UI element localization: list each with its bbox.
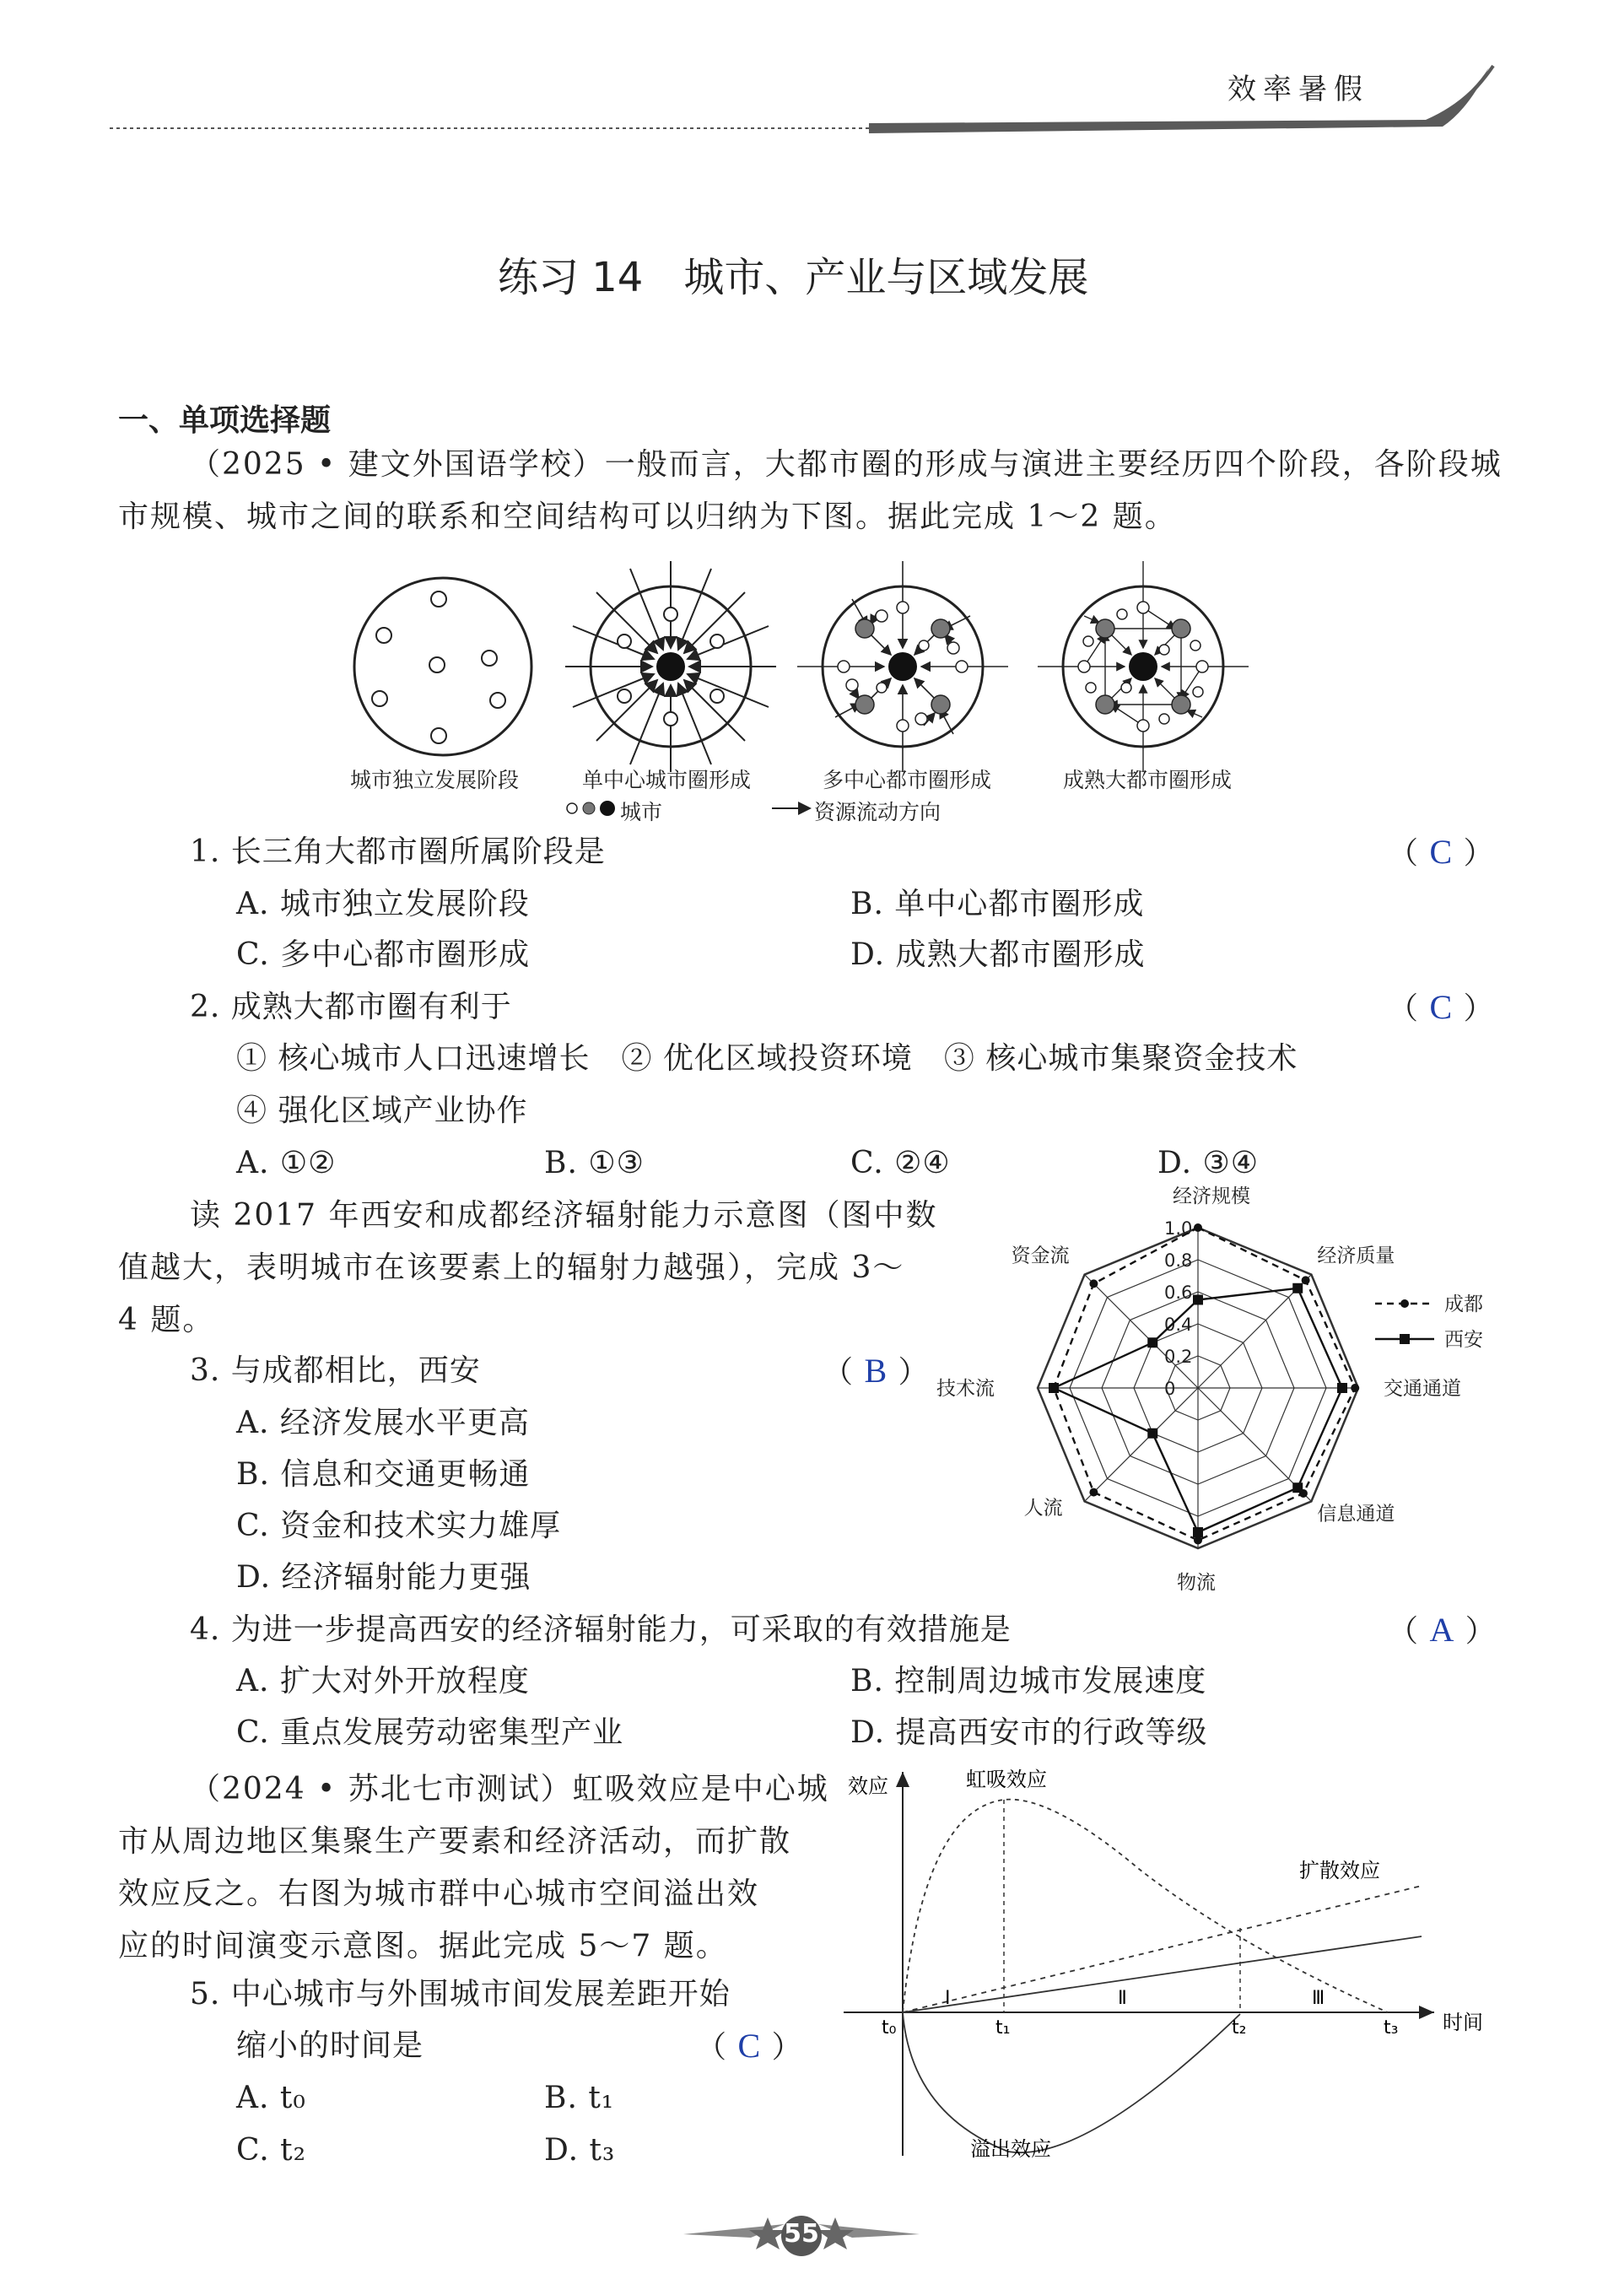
- q2-items-line2: ④ 强化区域产业协作: [236, 1094, 528, 1128]
- siphon-effect-curve: [903, 1800, 1388, 2012]
- x-axis-label: 时间: [1443, 2011, 1483, 2034]
- overflow-label: 溢出效应: [970, 2137, 1051, 2161]
- q1-option-a: A. 城市独立发展阶段: [236, 887, 530, 921]
- section-title: 一、单项选择题: [118, 403, 332, 438]
- radar-point-西安: [1147, 1337, 1157, 1347]
- q3-option-b: B. 信息和交通更畅通: [236, 1457, 531, 1492]
- radar-axis-label: 人流: [1023, 1497, 1063, 1520]
- radar-point-西安: [1193, 1295, 1203, 1305]
- q2-option-a: A. ①②: [236, 1146, 337, 1180]
- intro-paragraph-3: [118, 1763, 829, 1973]
- q3-answer-bracket: （ B ）: [823, 1352, 930, 1390]
- q4-option-b: B. 控制周边城市发展速度: [850, 1664, 1207, 1698]
- intro3-line3: 效应反之。右图为城市群中心城市空间溢出效: [118, 1876, 760, 1911]
- radar-chart: [928, 1181, 1519, 1620]
- q4-option-c: C. 重点发展劳动密集型产业: [236, 1715, 624, 1750]
- q3-answer: B: [864, 1352, 888, 1390]
- radar-legend-marker: [1400, 1334, 1410, 1344]
- page-header: [0, 0, 1624, 143]
- q5-stem-line2: 缩小的时间是: [236, 2028, 424, 2063]
- radar-point-成都: [1351, 1384, 1359, 1392]
- header-decoration: [0, 0, 1624, 143]
- intro-paragraph-1: [118, 439, 1503, 543]
- radar-axis-label: 经济规模: [1173, 1185, 1250, 1207]
- q3-option-d: D. 经济辐射能力更强: [236, 1560, 531, 1595]
- q5-answer-bracket: （ C ）: [696, 2027, 803, 2065]
- stage-3-diagram: [797, 561, 1008, 772]
- q4-option-d: D. 提高西安市的行政等级: [850, 1715, 1208, 1750]
- q2-answer-bracket: （ C ）: [1388, 988, 1495, 1026]
- q2-answer: C: [1429, 988, 1454, 1026]
- radar-legend-marker: [1400, 1299, 1409, 1308]
- radar-axis-label: 信息通道: [1317, 1503, 1395, 1526]
- tick-t3: t₃: [1384, 2017, 1399, 2038]
- radar-point-西安: [1147, 1428, 1157, 1439]
- radar-tick-label: 0.2: [1164, 1347, 1193, 1367]
- intro1-line1: （2025 • 建文外国语学校）一般而言，大都市圈的形成与演进主要经历四个阶段，各阶段城: [190, 447, 1503, 482]
- q1-answer-bracket: （ C ）: [1388, 833, 1495, 871]
- intro2-line3: 4 题。: [118, 1303, 215, 1337]
- region-2: Ⅱ: [1118, 1988, 1127, 2009]
- overflow-effect-curve: [903, 2012, 1240, 2152]
- radar-point-西安: [1337, 1383, 1347, 1393]
- radar-axis-label: 资金流: [1011, 1245, 1070, 1267]
- q3-stem: 3. 与成都相比，西安: [190, 1353, 481, 1388]
- effect-chart-svg: [831, 1759, 1497, 2164]
- radar-tick-label: 1.0: [1164, 1218, 1193, 1239]
- q1-option-c: C. 多中心都市圈形成: [236, 937, 531, 972]
- q3-option-c: C. 资金和技术实力雄厚: [236, 1509, 562, 1543]
- q1-option-d: D. 成熟大都市圈形成: [850, 937, 1146, 972]
- legend-city-label: 城市: [620, 800, 663, 824]
- spillover-effect-curve: [903, 1936, 1422, 2012]
- radar-point-西安: [1049, 1383, 1059, 1393]
- q5-stem-line1: 5. 中心城市与外围城市间发展差距开始: [190, 1977, 731, 2012]
- intro3-line4: 应的时间演变示意图。据此完成 5～7 题。: [118, 1929, 728, 1963]
- q2-stem: 2. 成熟大都市圈有利于: [190, 990, 512, 1024]
- intro-paragraph-2: [118, 1190, 938, 1347]
- q1-stem: 1. 长三角大都市圈所属阶段是: [190, 834, 606, 869]
- legend-flow-label: 资源流动方向: [814, 800, 941, 824]
- intro2-line1: 读 2017 年西安和成都经济辐射能力示意图（图中数: [190, 1198, 938, 1233]
- region-1: Ⅰ: [945, 1988, 951, 2009]
- stage-label-3: 多中心都市圈形成: [823, 768, 992, 792]
- q2-items-line1: ① 核心城市人口迅速增长 ② 优化区域投资环境 ③ 核心城市集聚资金技术: [236, 1041, 1298, 1076]
- q5-option-c: C. t₂: [236, 2133, 307, 2168]
- stage-label-4: 成熟大都市圈形成: [1063, 768, 1233, 792]
- page-footer: [658, 2200, 945, 2268]
- q2-option-c: C. ②④: [850, 1146, 951, 1180]
- radar-tick-label: 0.6: [1164, 1282, 1193, 1303]
- stage-1-diagram: [354, 578, 531, 755]
- q1-answer: C: [1429, 833, 1454, 871]
- y-axis-label: 效应: [848, 1774, 888, 1798]
- radar-legend-label: 成都: [1444, 1293, 1483, 1315]
- stage-2-diagram: [565, 561, 776, 772]
- radar-tick-label: 0.8: [1164, 1250, 1193, 1271]
- q3-option-a: A. 经济发展水平更高: [236, 1406, 530, 1440]
- page-title: 练习 14 城市、产业与区域发展: [498, 254, 1089, 301]
- q5-answer: C: [737, 2027, 762, 2065]
- q4-stem: 4. 为进一步提高西安的经济辐射能力，可采取的有效措施是: [190, 1612, 1012, 1647]
- radar-point-西安: [1292, 1283, 1303, 1293]
- intro2-line2: 值越大，表明城市在该要素上的辐射力越强），完成 3～: [118, 1250, 905, 1285]
- effect-chart: [831, 1759, 1497, 2164]
- tick-t2: t₂: [1232, 2017, 1247, 2038]
- intro3-line1: （2024 • 苏北七市测试）虹吸效应是中心城: [190, 1772, 829, 1806]
- header-label: 效率暑假: [1227, 73, 1369, 106]
- radar-axis-label: 技术流: [936, 1378, 995, 1400]
- q2-option-d: D. ③④: [1157, 1146, 1260, 1180]
- radar-tick-label: 0: [1164, 1379, 1176, 1399]
- radar-axis-label: 物流: [1177, 1572, 1216, 1594]
- q4-answer-bracket: （ A ）: [1388, 1611, 1497, 1649]
- q5-option-a: A. t₀: [236, 2081, 306, 2115]
- stage-4-diagram: [1038, 561, 1249, 772]
- intro3-line2: 市从周边地区集聚生产要素和经济活动，而扩散: [118, 1824, 792, 1859]
- q1-option-b: B. 单中心都市圈形成: [850, 887, 1145, 921]
- radar-axis-label: 交通通道: [1384, 1378, 1461, 1400]
- diffusion-effect-line: [903, 1886, 1422, 2012]
- siphon-label: 虹吸效应: [966, 1768, 1047, 1791]
- radar-chart-svg: [928, 1181, 1519, 1620]
- radar-point-成都: [1089, 1279, 1098, 1288]
- q5-option-b: B. t₁: [544, 2081, 615, 2115]
- region-3: Ⅲ: [1312, 1988, 1325, 2009]
- radar-legend-label: 西安: [1444, 1329, 1483, 1351]
- q4-option-a: A. 扩大对外开放程度: [236, 1664, 530, 1698]
- radar-point-西安: [1292, 1482, 1303, 1493]
- tick-t0: t₀: [882, 2017, 897, 2038]
- stage-label-2: 单中心城市圈形成: [582, 768, 752, 792]
- intro1-line2: 市规模、城市之间的联系和空间结构可以归纳为下图。据此完成 1～2 题。: [118, 500, 1177, 534]
- radar-point-成都: [1089, 1488, 1098, 1497]
- radar-axis-label: 经济质量: [1317, 1245, 1395, 1267]
- legend-city-symbols: [567, 801, 615, 816]
- figure-metropolitan-stages: [337, 557, 1299, 835]
- q5-option-d: D. t₃: [544, 2133, 616, 2168]
- radar-tick-label: 0.4: [1164, 1315, 1193, 1335]
- tick-t1: t₁: [995, 2017, 1011, 2038]
- diffusion-label: 扩散效应: [1299, 1859, 1380, 1882]
- radar-point-西安: [1193, 1527, 1203, 1537]
- stage-label-1: 城市独立发展阶段: [350, 768, 520, 792]
- q2-option-b: B. ①③: [544, 1146, 645, 1180]
- radar-point-成都: [1194, 1223, 1202, 1232]
- page-number: 55: [784, 2219, 819, 2249]
- q4-answer: A: [1429, 1611, 1455, 1649]
